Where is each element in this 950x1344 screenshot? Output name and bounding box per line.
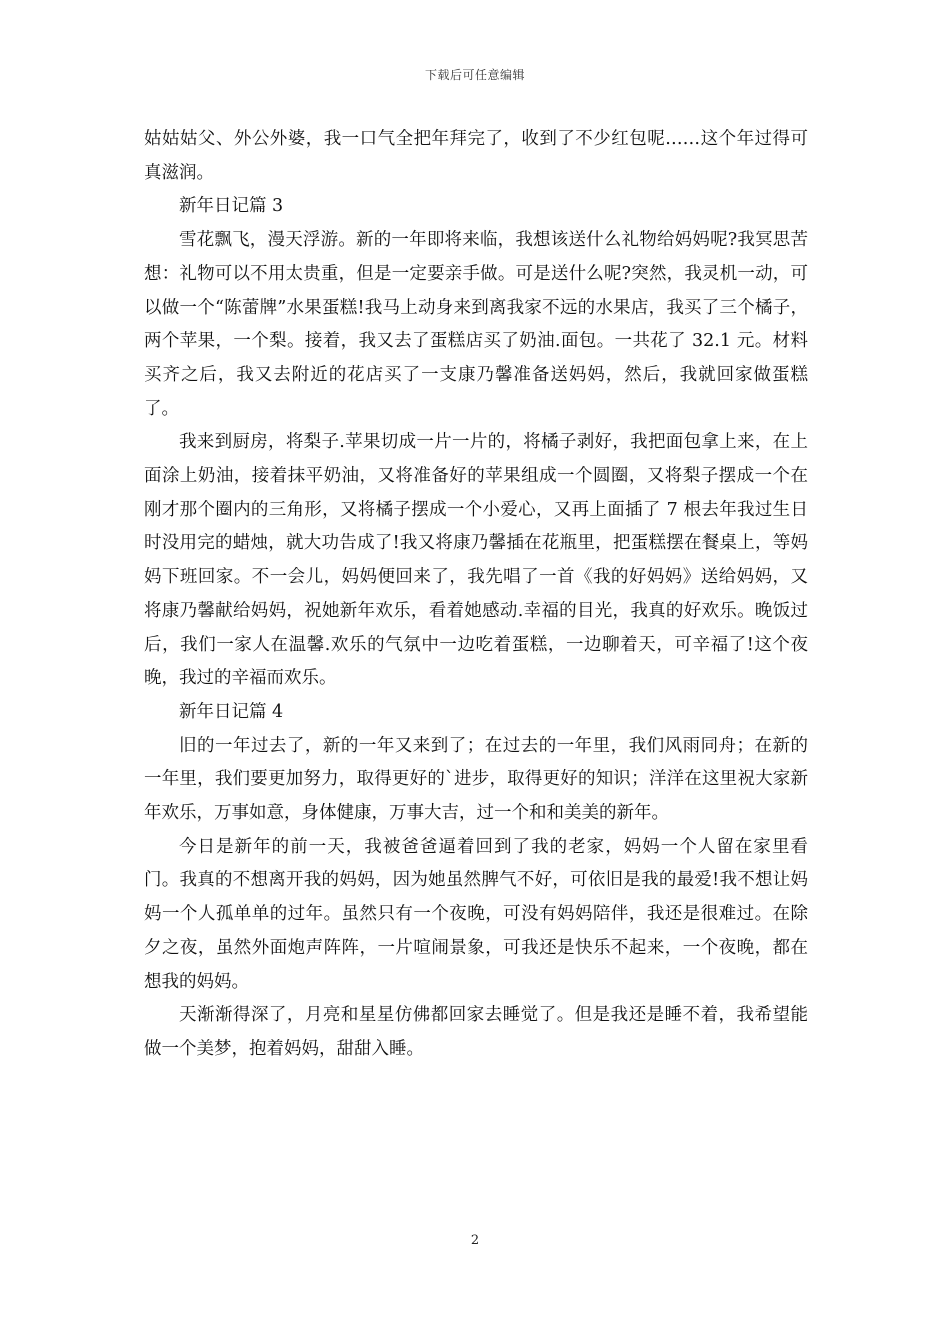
paragraph: 旧的一年过去了，新的一年又来到了；在过去的一年里，我们风雨同舟；在新的一年里，我们要更加努力，取得更好的`进步，取得更好的知识；洋洋在这里祝大家新年欢乐，万事如意，身体健康，万事大吉，过一个和和美美的新年。	[144, 735, 808, 824]
page-header: 下载后可任意编辑	[424, 68, 525, 82]
paragraph-continuation: 姑姑姑父、外公外婆，我一口气全把年拜完了，收到了不少红包呢……这个年过得可真滋润。	[144, 129, 808, 183]
paragraph: 雪花飘飞，漫天浮游。新的一年即将来临，我想该送什么礼物给妈妈呢?我冥思苦想：礼物可以不用太贵重，但是一定要亲手做。可是送什么呢?突然，我灵机一动，可以做一个“陈蕾牌”水果蛋糕!我马上动身来到离我家不远的水果店，我买了三个橘子，两个苹果，一个梨。接着，我又去了蛋糕店买了奶油.面包。一共花了 32.1 元。材料买齐之后，我又去附近的花店买了一支康乃馨准备送妈妈，然后，我就回家做蛋糕了。	[144, 230, 808, 419]
section-heading-4: 新年日记篇 4	[179, 701, 284, 722]
paragraph: 今日是新年的前一天，我被爸爸逼着回到了我的老家，妈妈一个人留在家里看门。我真的不想离开我的妈妈，因为她虽然脾气不好，可依旧是我的最爱!我不想让妈妈一个人孤单单的过年。虽然只有一个夜晚，可没有妈妈陪伴，我还是很难过。在除夕之夜，虽然外面炮声阵阵，一片喧闹景象，可我还是快乐不起来，一个夜晚，都在想我的妈妈。	[144, 836, 808, 992]
paragraph: 我来到厨房，将梨子.苹果切成一片一片的，将橘子剥好，我把面包拿上来，在上面涂上奶油，接着抹平奶油，又将准备好的苹果组成一个圆圈，又将梨子摆成一个在刚才那个圈内的三角形，又将橘子摆成一个小爱心，又再上面插了 7 根去年我过生日时没用完的蜡烛，就大功告成了!我又将康乃馨插在花瓶里，把蛋糕摆在餐桌上，等妈妈下班回家。不一会儿，妈妈便回来了，我先唱了一首《我的好妈妈》送给妈妈，又将康乃馨献给妈妈，祝她新年欢乐，看着她感动.幸福的目光，我真的好欢乐。晚饭过后，我们一家人在温馨.欢乐的气氛中一边吃着蛋糕，一边聊着天，可辛福了!这个夜晚，我过的辛福而欢乐。	[144, 432, 808, 689]
document-body	[144, 123, 808, 1067]
page-number: 2	[470, 1233, 480, 1248]
paragraph: 天渐渐得深了，月亮和星星仿佛都回家去睡觉了。但是我还是睡不着，我希望能做一个美梦，抱着妈妈，甜甜入睡。	[144, 1005, 808, 1059]
section-heading-3: 新年日记篇 3	[179, 196, 284, 217]
